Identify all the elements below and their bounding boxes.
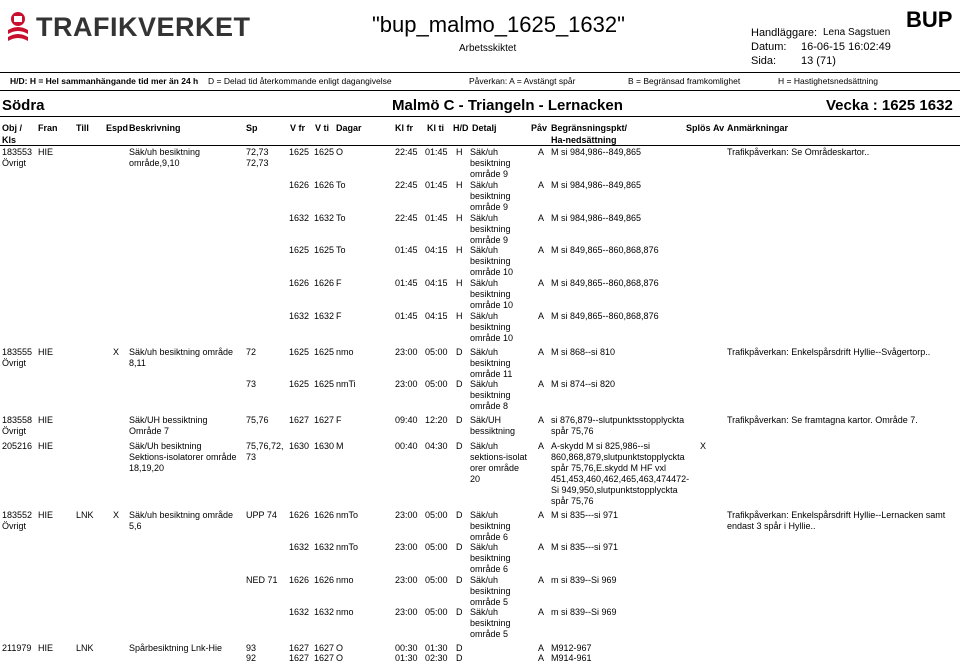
line-vti: 1625: [314, 147, 335, 157]
row-beskrivning: 8,11: [129, 358, 146, 368]
line-klfr: 01:30: [395, 653, 418, 663]
row-kls: Övrigt: [2, 426, 27, 436]
line-detalj: område 6: [470, 564, 509, 574]
row-beskrivning: Säk/uh besiktning område: [129, 510, 234, 520]
legend-paverkan: Påverkan: A = Avstängt spår: [469, 76, 576, 86]
line-klfr: 23:00: [395, 607, 418, 617]
row-sp: 72,73: [246, 147, 269, 157]
row-obj: 205216: [2, 441, 33, 451]
row-sp: 75,76: [246, 415, 269, 425]
col-beskrivning: Beskrivning: [129, 123, 181, 133]
row-obj: 183555: [2, 347, 33, 357]
row-beskrivning: Säk/uh besiktning område: [129, 347, 234, 357]
row-espd: X: [113, 510, 120, 520]
row-vti: 1627: [314, 415, 335, 425]
col-vfr: V fr: [290, 123, 306, 133]
line-hd: H: [456, 180, 463, 190]
row-pav: A: [538, 441, 545, 451]
line-detalj: Säk/uh: [470, 245, 499, 255]
row-klti: 04:30: [425, 441, 448, 451]
line-hd: D: [456, 347, 463, 357]
line-vfr: 1632: [289, 542, 310, 552]
line-pav: A: [538, 147, 545, 157]
line-detalj: område 5: [470, 629, 509, 639]
row-begransningspkt: spår 75,76: [551, 496, 594, 506]
row-fran: HIE: [38, 347, 54, 357]
line-detalj: Säk/uh: [470, 542, 499, 552]
line-hd: D: [456, 575, 463, 585]
line-detalj: besiktning: [470, 521, 511, 531]
row-detalj: sektions-isolat: [470, 452, 528, 462]
line-begransningspkt: M si 984,986--849,865: [551, 213, 642, 223]
col-detalj: Detalj: [472, 123, 497, 133]
line-detalj: besiktning: [470, 224, 511, 234]
line-pav: A: [538, 213, 545, 223]
line-detalj: område 9: [470, 169, 509, 179]
line-dagar: O: [336, 147, 344, 157]
line-klfr: 22:45: [395, 147, 418, 157]
line-vfr: 1627: [289, 653, 310, 663]
line-begransningspkt: M912-967: [551, 643, 592, 653]
line-detalj: område 6: [470, 532, 509, 542]
line-klfr: 23:00: [395, 542, 418, 552]
line-begransningspkt: M si 984,986--849,865: [551, 147, 642, 157]
legend-delad: D = Delad tid återkommande enligt dagangivelse: [208, 76, 392, 86]
line-klti: 05:00: [425, 607, 448, 617]
line-pav: A: [538, 653, 545, 663]
line-klfr: 23:00: [395, 575, 418, 585]
line-vti: 1626: [314, 510, 335, 520]
line-pav: A: [538, 607, 545, 617]
line-vfr: 1632: [289, 607, 310, 617]
col-anmarkningar: Anmärkningar: [727, 123, 789, 133]
line-pav: A: [538, 643, 545, 653]
line-vti: 1632: [314, 607, 335, 617]
line-klfr: 01:45: [395, 311, 418, 321]
line-klti: 05:00: [425, 379, 448, 389]
line-dagar: F: [336, 311, 342, 321]
line-hd: D: [456, 510, 463, 520]
line-begransningspkt: M si 835---si 971: [551, 542, 619, 552]
col-vti: V ti: [315, 123, 330, 133]
line-hd: H: [456, 213, 463, 223]
line-detalj: Säk/uh: [470, 607, 499, 617]
datum-label: Datum:: [751, 41, 787, 53]
line-detalj: område 10: [470, 333, 514, 343]
line-hd: H: [456, 311, 463, 321]
row-begransningspkt: si 876,879--slutpunktsstopplyckta: [551, 415, 685, 425]
legend-hastighet: H = Hastighetsnedsättning: [778, 76, 878, 86]
legend-bottom-rule: [0, 90, 960, 91]
line-sp: 93: [246, 643, 257, 653]
line-hd: D: [456, 653, 463, 663]
line-begransningspkt: M si 849,865--860,868,876: [551, 311, 659, 321]
row-begransningspkt: A-skydd M si 825,986--si: [551, 441, 651, 451]
line-dagar: F: [336, 278, 342, 288]
line-vfr: 1625: [289, 147, 310, 157]
row-sp: 72,73: [246, 158, 269, 168]
line-pav: A: [538, 379, 545, 389]
line-detalj: besiktning: [470, 618, 511, 628]
line-vti: 1632: [314, 311, 335, 321]
line-hd: H: [456, 147, 463, 157]
line-detalj: område 9: [470, 202, 509, 212]
line-dagar: nmTo: [336, 510, 359, 520]
line-pav: A: [538, 180, 545, 190]
handlaggare-value: Lena Sagstuen: [823, 27, 891, 38]
line-dagar: nmTo: [336, 542, 359, 552]
row-beskrivning: Säk/Uh besiktning: [129, 441, 202, 451]
line-detalj: besiktning: [470, 158, 511, 168]
row-dagar: M: [336, 441, 344, 451]
sida-value: 13 (71): [801, 55, 836, 67]
line-begransningspkt: M si 835---si 971: [551, 510, 619, 520]
line-vti: 1632: [314, 213, 335, 223]
row-klfr: 00:40: [395, 441, 418, 451]
row-detalj: Säk/uh: [470, 441, 499, 451]
line-klti: 01:30: [425, 643, 448, 653]
line-detalj: Säk/uh: [470, 180, 499, 190]
line-detalj: Säk/uh: [470, 147, 499, 157]
line-detalj: område 9: [470, 235, 509, 245]
col-splos: Splös: [686, 123, 711, 133]
row-fran: HIE: [38, 415, 54, 425]
line-vfr: 1626: [289, 510, 310, 520]
line-klfr: 22:45: [395, 213, 418, 223]
row-begransningspkt: Si 949,950,slutpunktstopplyckta: [551, 485, 678, 495]
line-begransningspkt: m si 839--Si 969: [551, 575, 617, 585]
line-vti: 1625: [314, 347, 335, 357]
line-dagar: nmTi: [336, 379, 356, 389]
row-splos: X: [700, 441, 707, 451]
line-klfr: 00:30: [395, 643, 418, 653]
line-pav: A: [538, 278, 545, 288]
line-detalj: besiktning: [470, 256, 511, 266]
row-detalj: bessiktning: [470, 426, 516, 436]
row-detalj: orer område: [470, 463, 520, 473]
row-hd: D: [456, 441, 463, 451]
legend-begransad: B = Begränsad framkomlighet: [628, 76, 741, 86]
line-vfr: 1625: [289, 379, 310, 389]
line-vfr: 1626: [289, 278, 310, 288]
row-detalj: 20: [470, 474, 481, 484]
row-obj: 183552: [2, 510, 33, 520]
col-klfr: Kl fr: [395, 123, 413, 133]
col-till: Till: [76, 123, 89, 133]
header-rule: [0, 145, 960, 146]
line-klfr: 23:00: [395, 379, 418, 389]
line-vfr: 1632: [289, 311, 310, 321]
line-vti: 1632: [314, 542, 335, 552]
row-vfr: 1627: [289, 415, 310, 425]
line-klti: 04:15: [425, 278, 448, 288]
line-vfr: 1632: [289, 213, 310, 223]
line-klti: 05:00: [425, 347, 448, 357]
row-anmarkning: Trafikpåverkan: Enkelspårsdrift Hyllie--Lernacken samt: [727, 510, 946, 520]
line-detalj: besiktning: [470, 390, 511, 400]
line-hd: H: [456, 278, 463, 288]
section-area: Södra: [2, 97, 45, 114]
col-begransningspkt: Begränsningspkt/ Ha-nedsättning: [551, 123, 628, 145]
row-fran: HIE: [38, 441, 54, 451]
row-fran: HIE: [38, 510, 54, 520]
col-fran: Fran: [38, 123, 58, 133]
sida-label: Sida:: [751, 55, 777, 67]
line-klti: 04:15: [425, 311, 448, 321]
line-pav: A: [538, 542, 545, 552]
row-obj: 183553: [2, 147, 33, 157]
row-vti: 1630: [314, 441, 335, 451]
line-detalj: besiktning: [470, 289, 511, 299]
row-beskrivning: Spårbesiktning Lnk-Hie: [129, 643, 223, 653]
row-obj: 183558: [2, 415, 33, 425]
line-hd: D: [456, 379, 463, 389]
line-vti: 1627: [314, 643, 335, 653]
line-klti: 01:45: [425, 180, 448, 190]
document-subtitle: Arbetsskiktet: [459, 43, 517, 54]
row-anmarkning: Trafikpåverkan: Se framtagna kartor. Område 7.: [727, 415, 918, 425]
row-vfr: 1630: [289, 441, 310, 451]
line-pav: A: [538, 575, 545, 585]
line-klti: 01:45: [425, 147, 448, 157]
line-klfr: 23:00: [395, 510, 418, 520]
line-vti: 1626: [314, 180, 335, 190]
line-detalj: Säk/uh: [470, 510, 499, 520]
line-detalj: område 5: [470, 597, 509, 607]
row-beskrivning: Säk/UH bessiktning: [129, 415, 208, 425]
line-klti: 04:15: [425, 245, 448, 255]
line-detalj: besiktning: [470, 358, 511, 368]
line-detalj: Säk/uh: [470, 311, 499, 321]
line-hd: D: [456, 542, 463, 552]
line-detalj: besiktning: [470, 553, 511, 563]
line-vfr: 1626: [289, 575, 310, 585]
line-vfr: 1625: [289, 347, 310, 357]
col-av: Av: [713, 123, 725, 133]
row-klfr: 09:40: [395, 415, 418, 425]
line-detalj: område 8: [470, 401, 509, 411]
line-dagar: O: [336, 643, 344, 653]
line-hd: D: [456, 643, 463, 653]
row-sp: 75,76,72,: [246, 441, 284, 451]
line-vfr: 1627: [289, 643, 310, 653]
row-kls: Övrigt: [2, 158, 27, 168]
line-hd: D: [456, 607, 463, 617]
row-dagar: F: [336, 415, 342, 425]
line-dagar: nmo: [336, 347, 354, 357]
col-espd: Espd: [106, 123, 129, 133]
line-vfr: 1625: [289, 245, 310, 255]
line-pav: A: [538, 347, 545, 357]
line-sp: 73: [246, 379, 257, 389]
trafikverket-logo-icon: [4, 10, 32, 46]
handlaggare-label: Handläggare:: [751, 27, 818, 39]
line-klfr: 22:45: [395, 180, 418, 190]
col-sp: Sp: [246, 123, 258, 133]
line-pav: A: [538, 245, 545, 255]
row-fran: HIE: [38, 147, 54, 157]
line-vti: 1626: [314, 278, 335, 288]
line-detalj: besiktning: [470, 322, 511, 332]
section-route: Malmö C - Triangeln - Lernacken: [392, 97, 623, 114]
line-detalj: Säk/uh: [470, 379, 499, 389]
line-vti: 1627: [314, 653, 335, 663]
row-beskrivning: Område 7: [129, 426, 170, 436]
line-begransningspkt: m si 839--Si 969: [551, 607, 617, 617]
row-till: LNK: [76, 643, 94, 653]
legend-hd: H/D: H = Hel sammanhängande tid mer än 24 h: [10, 76, 199, 86]
line-klti: 05:00: [425, 510, 448, 520]
row-begransningspkt: spår 75,76: [551, 426, 594, 436]
row-detalj: Säk/UH: [470, 415, 502, 425]
line-sp: NED 71: [246, 575, 278, 585]
bup-badge: BUP: [906, 7, 953, 32]
row-anmarkning: endast 3 spår i Hyllie..: [727, 521, 816, 531]
line-klti: 02:30: [425, 653, 448, 663]
line-begransningspkt: M si 849,865--860,868,876: [551, 245, 659, 255]
col-hd: H/D: [453, 123, 469, 133]
row-kls: Övrigt: [2, 358, 27, 368]
line-dagar: O: [336, 653, 344, 663]
row-anmarkning: Trafikpåverkan: Se Områdeskartor..: [727, 147, 870, 157]
col-klti: Kl ti: [427, 123, 444, 133]
line-detalj: Säk/uh: [470, 347, 499, 357]
row-hd: D: [456, 415, 463, 425]
section-week: Vecka : 1625 1632: [826, 97, 953, 114]
line-hd: H: [456, 245, 463, 255]
line-detalj: besiktning: [470, 586, 511, 596]
line-sp: UPP 74: [246, 510, 277, 520]
line-vfr: 1626: [289, 180, 310, 190]
row-espd: X: [113, 347, 120, 357]
line-dagar: To: [336, 180, 346, 190]
line-detalj: Säk/uh: [470, 278, 499, 288]
line-dagar: To: [336, 213, 346, 223]
col-pav: Påv: [531, 123, 548, 133]
row-pav: A: [538, 415, 545, 425]
line-detalj: Säk/uh: [470, 575, 499, 585]
line-dagar: nmo: [336, 575, 354, 585]
row-kls: Övrigt: [2, 521, 27, 531]
col-obj: Obj / Kls: [2, 123, 22, 145]
line-detalj: område 11: [470, 369, 513, 379]
row-beskrivning: 18,19,20: [129, 463, 165, 473]
col-dagar: Dagar: [336, 123, 362, 133]
line-begransningspkt: M914-961: [551, 653, 592, 663]
row-sp: 73: [246, 452, 257, 462]
line-klfr: 01:45: [395, 278, 418, 288]
document-title: "bup_malmo_1625_1632": [372, 12, 625, 37]
line-klfr: 23:00: [395, 347, 418, 357]
legend-top-rule: [0, 72, 960, 73]
row-beskrivning: 5,6: [129, 521, 142, 531]
datum-value: 16-06-15 16:02:49: [801, 41, 891, 53]
row-beskrivning: Sektions-isolatorer område: [129, 452, 237, 462]
row-klti: 12:20: [425, 415, 448, 425]
section-rule: [0, 116, 960, 117]
line-detalj: område 10: [470, 267, 514, 277]
line-detalj: Säk/uh: [470, 213, 499, 223]
line-detalj: område 10: [470, 300, 514, 310]
line-vti: 1625: [314, 379, 335, 389]
line-klti: 05:00: [425, 542, 448, 552]
line-pav: A: [538, 311, 545, 321]
line-begransningspkt: M si 849,865--860,868,876: [551, 278, 659, 288]
line-detalj: besiktning: [470, 191, 511, 201]
line-begransningspkt: M si 984,986--849,865: [551, 180, 642, 190]
line-begransningspkt: M si 874--si 820: [551, 379, 616, 389]
row-fran: HIE: [38, 643, 54, 653]
row-anmarkning: Trafikpåverkan: Enkelspårsdrift Hyllie--Svågertorp..: [727, 347, 931, 357]
row-till: LNK: [76, 510, 94, 520]
line-vti: 1626: [314, 575, 335, 585]
row-obj: 211979: [2, 643, 32, 653]
line-klti: 01:45: [425, 213, 448, 223]
logo-wordmark: TRAFIKVERKET: [36, 12, 251, 42]
line-vti: 1625: [314, 245, 335, 255]
line-sp: 72: [246, 347, 257, 357]
line-begransningspkt: M si 868--si 810: [551, 347, 616, 357]
line-dagar: nmo: [336, 607, 354, 617]
line-pav: A: [538, 510, 545, 520]
line-sp: 92: [246, 653, 257, 663]
row-beskrivning: Säk/uh besiktning område,9,10: [129, 147, 201, 168]
row-begransningspkt: 860,868,879,slutpunktstopplyckta: [551, 452, 685, 462]
line-klti: 05:00: [425, 575, 448, 585]
row-begransningspkt: spår 75,76,E.skydd M HF vxl: [551, 463, 667, 473]
row-begransningspkt: 451,453,460,462,465,463,474472-: [551, 474, 690, 484]
line-klfr: 01:45: [395, 245, 418, 255]
line-dagar: To: [336, 245, 346, 255]
